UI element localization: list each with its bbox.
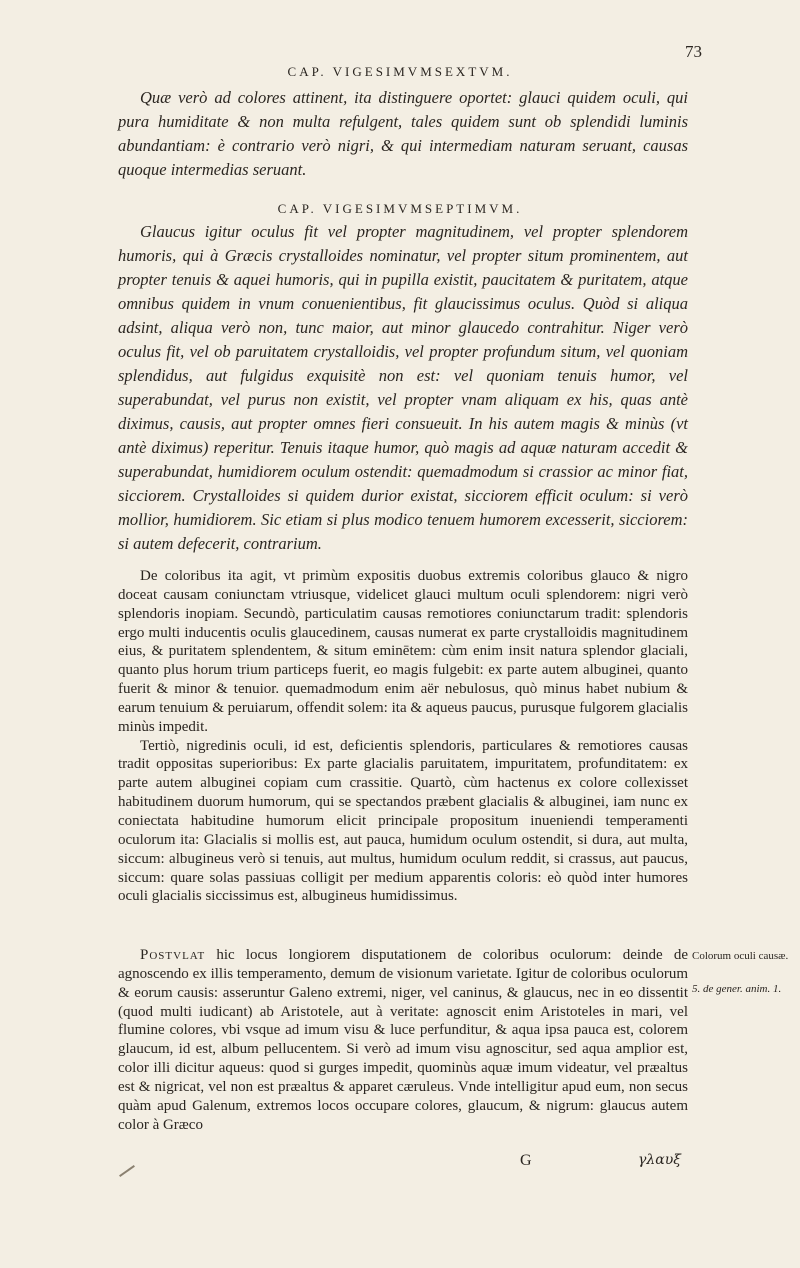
chapter-27-heading: CAP. VIGESIMVMSEPTIMVM.: [277, 201, 523, 216]
chapter-26-heading: CAP. VIGESIMVMSEXTVM.: [287, 64, 513, 79]
lead-word: Postvlat: [140, 947, 206, 963]
commentary-block-2: [118, 946, 688, 1134]
chapter-26-text: [118, 86, 688, 182]
commentary-paragraph-3-text: hic locus longiorem disputationem de coloribus oculorum: deinde de agnoscendo ex illis temperamento, demum de visionum varietate. Igitur de coloribus oculorum & eorum causis: asseruntur Galeno extremi, niger, vel caninus, & glaucus, nec in eo dissentit (quod multi iudicant) ab Aristotele, aut à veritate: agnoscit enim Aristoteles in mari, vel flumine colores, vbi vsque ad imum visu & luce perfunditur, & aqua ipsa pauca est, colorem glaucum, id est, album pellucentem. Si verò ad imum visu agnoscitur, sed aqua amplior est, color illi dicitur aqueus: quod si gurges impedit, quominùs aquæ imum videatur, vel præaltus est & nigricat, vel non est præaltus & apparet cæruleus. Vnde intelligitur apud eum, non secus quàm apud Galenum, extremos locos occupare colores, glaucum, & nigrum: glaucus autem color à Græco: [118, 947, 688, 1133]
catchword: γλαυξ: [638, 1152, 681, 1168]
margin-note-colorum: Colorum oculi causæ.: [692, 950, 789, 962]
stray-pen-mark: [119, 1165, 135, 1177]
commentary-paragraph-2: Tertiò, nigredinis oculi, id est, deficientis splendoris, particulares & remotiores causas tradit oppositas superioribus: Ex parte glacialis paruitatem, impuritatem, profunditatem: ex parte autem albuginei copiam cum crassitie. Quartò, cùm hactenus ex colore collexisset habitudinem duorum humorum, qui se spectandos præbent glacialis & albuginei, iam nunc ex coniectata habitudine humorum elicit principale propositum inueniendi temperamenti oculorum ita: Glacialis si mollis est, aut pauca, humidum oculum ostendit, si dura, aut multa, siccum: albugineus verò si tenuis, aut multus, humidum oculum reddit, si crassus, aut paucus, siccum: quare solas passiuas colligit per medium apparentis coloris: eò quòd inter humores oculi glacialis siccissimus est, albugineus humidissimus.: [118, 737, 688, 905]
page-number: 73: [685, 42, 702, 61]
commentary-paragraph-1: De coloribus ita agit, vt primùm expositis duobus extremis coloribus glauco & nigro doceat causam coniunctam vtriusque, videlicet glauci multum oculi splendorem: nigri verò splendoris inopiam. Secundò, particulatim causas remotiores coniunctarum tradit: splendoris ergo multi inducentis oculis glaucedinem, causas numerat ex parte crystalloidis magnitudinem eius, & puritatem splendentem, & situm eminētem: cùm enim insit natura splendor glaciali, quanto plus horum trium particeps fuerit, eo magis fulgebit: ex parte autem albuginei, quanto fuerit & minor & tenuior. quemadmodum enim aër nebulosus, quò minus habet nubium & earum tenuium & peruiarum, offendit solem: ita & aqueus paucus, purusque fulgorem glacialis minùs impedit.: [118, 568, 688, 735]
commentary-block-1: [118, 567, 688, 906]
margin-note-reference: 5. de gener. anim. 1.: [692, 983, 782, 995]
commentary-paragraph-3: [118, 946, 688, 1134]
signature-mark: G: [520, 1152, 532, 1169]
chapter-26-paragraph: Quæ verò ad colores attinent, ita distinguere oportet: glauci quidem oculi, qui pura humiditate & non multa refulgent, tales quidem sunt ob splendidi luminis abundantiam: è contrario verò nigri, & qui intermediam naturam seruant, causas quoque intermedias seruant.: [118, 88, 688, 179]
chapter-27-paragraph: Glaucus igitur oculus fit vel propter magnitudinem, vel propter splendorem humoris, qui à Græcis crystalloides nominatur, vel propter situm prominentem, aut propter tenuis & aquei humoris, qui in pupilla existit, paucitatem & puritatem, atque omnibus quidem in vnum conuenientibus, fit glaucissimus oculus. Quòd si aliqua adsint, aliqua verò non, tunc maior, aut minor glaucedo contrahitur. Niger verò oculus fit, vel ob paruitatem crystalloidis, vel propter profundum situm, vel quoniam splendidus, aut fulgidus exquisitè non est: vel quoniam tenuis humor, vel superabundat, vel purus non existit, vel propter vnam aliquam ex his, quas antè diximus, causis, aut propter omnes fieri consueuit. In his autem magis & minùs (vt antè diximus) reperitur. Tenuis itaque humor, quò magis ad aquæ naturam accedit & superabundat, humidiorem oculum ostendit: quemadmodum si crassior ac minor fiat, sicciorem. Crystalloides si quidem durior existat, sicciorem efficit oculum: si verò mollior, humidiorem. Sic etiam si plus modico tenuem humorem excesserit, sicciorem: si autem defecerit, contrarium.: [118, 222, 688, 553]
chapter-27-text: [118, 220, 688, 556]
